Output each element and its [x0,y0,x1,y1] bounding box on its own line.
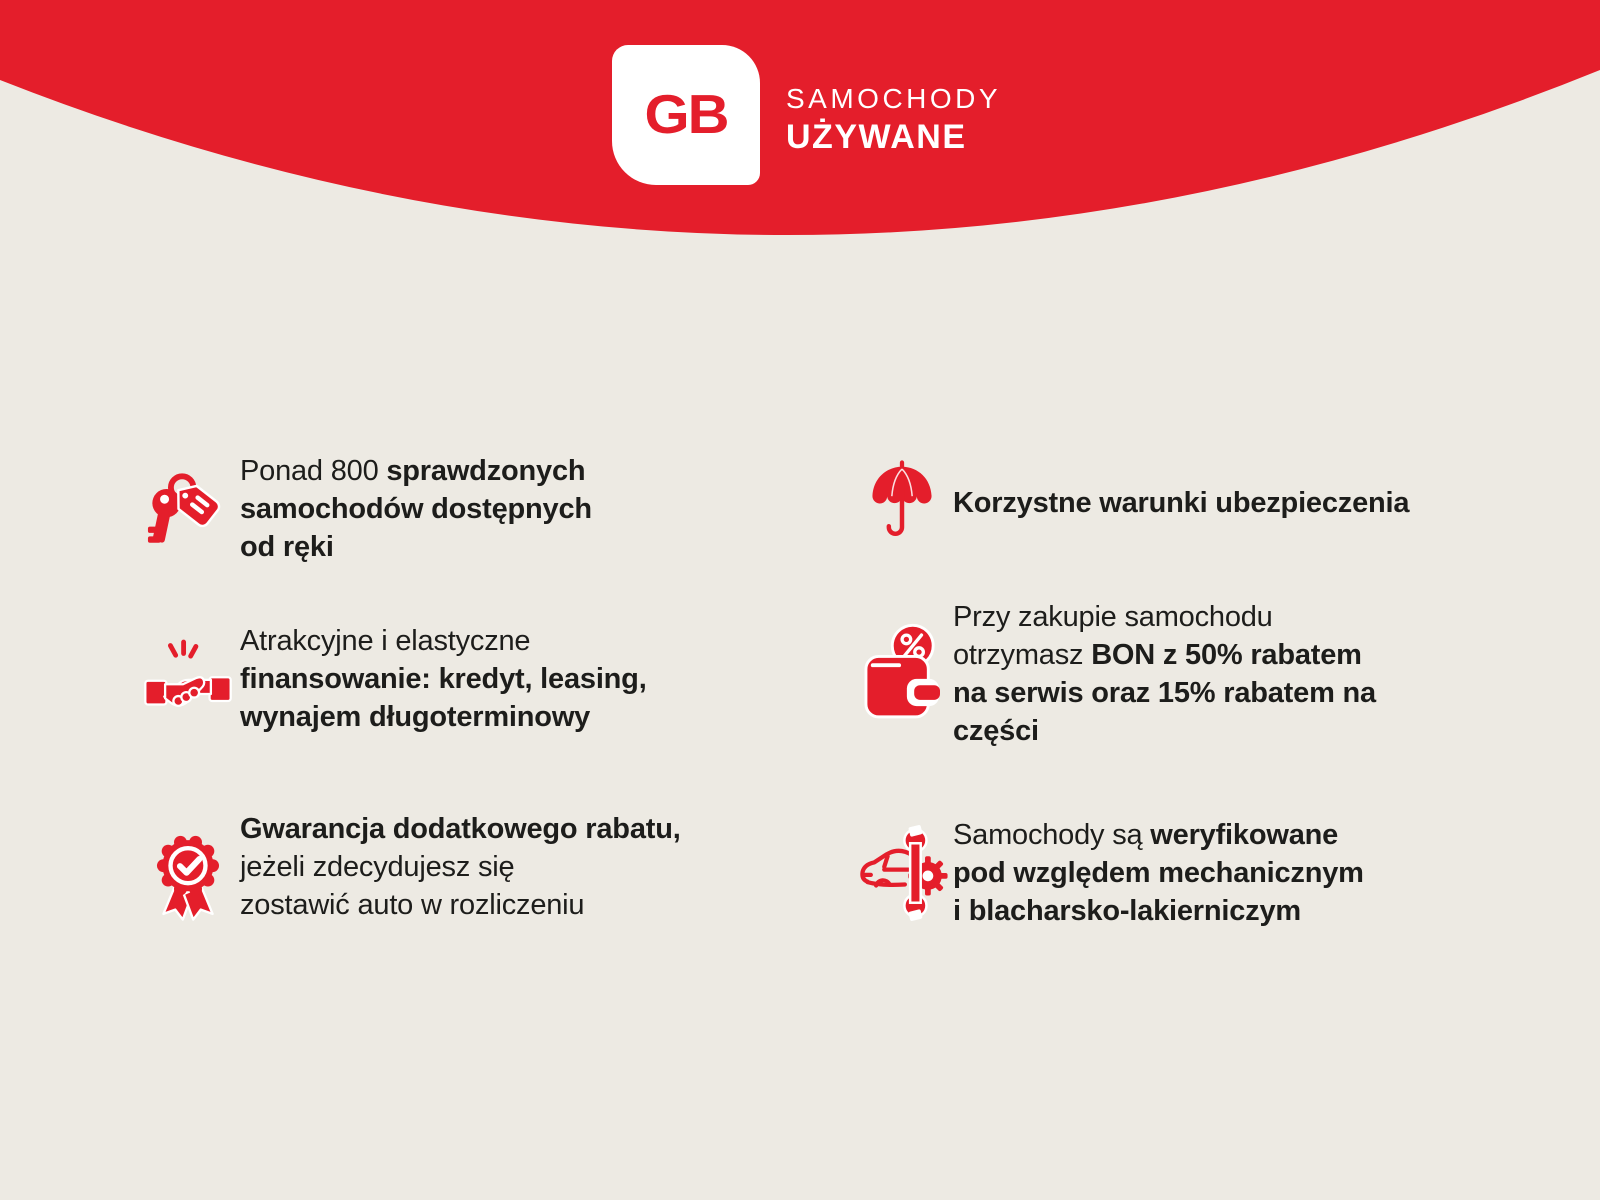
feature-text: Ponad 800 sprawdzonych samochodów dostępnych od ręki [240,455,592,563]
award-badge-icon [136,829,240,925]
brand-title [786,84,1001,156]
umbrella-icon [850,460,953,546]
handshake-icon [136,633,240,725]
feature-item-verification [850,816,1364,930]
brand-line2: UŻYWANE [786,117,967,156]
feature-text: Atrakcyjne i elastyczne finansowanie: kredyt, leasing, wynajem długoterminowy [240,625,647,733]
feature-item-stock [136,452,592,566]
car-keys-icon [136,470,240,548]
feature-text: Gwarancja dodatkowego rabatu, jeżeli zdecydujesz się zostawić auto w rozliczeniu [240,813,681,921]
gb-logo-text: GB [644,83,728,146]
feature-item-bonus [850,598,1376,750]
feature-item-insurance [850,460,1409,546]
feature-text: Przy zakupie samochodu otrzymasz BON z 50% rabatem na serwis oraz 15% rabatem na części [953,601,1376,747]
feature-text: Samochody są weryfikowane pod względem mechanicznym i blacharsko-lakierniczym [953,819,1364,927]
wallet-discount-icon [850,623,953,725]
brand-line1: SAMOCHODY [786,83,1002,114]
feature-item-guarantee [136,810,681,924]
gb-logo [612,45,760,185]
header-curve [0,0,1600,400]
car-service-icon [850,825,953,921]
feature-text: Korzystne warunki ubezpieczenia [953,487,1410,519]
feature-item-financing [136,622,647,736]
